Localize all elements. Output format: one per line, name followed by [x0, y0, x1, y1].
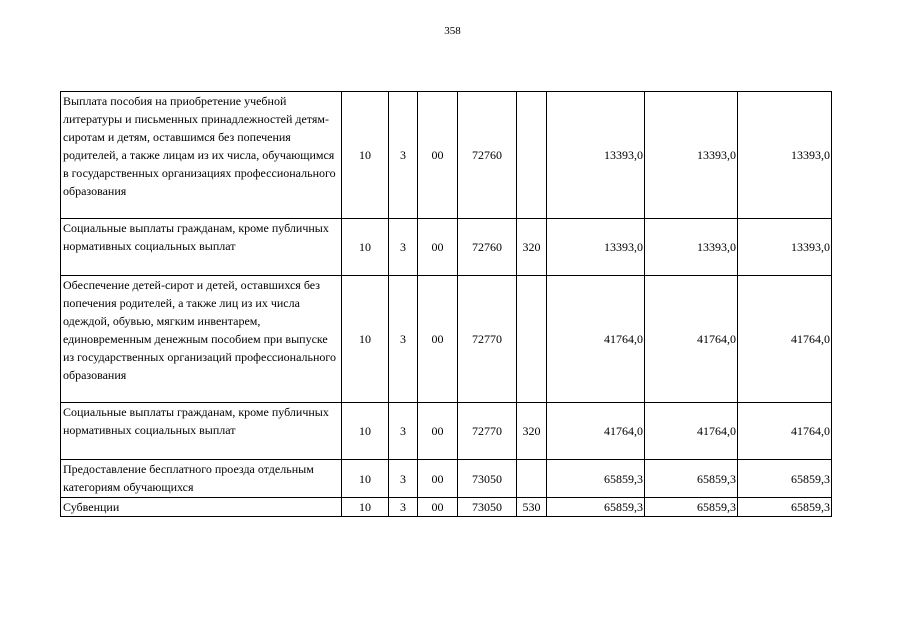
row-section: 10	[342, 460, 389, 498]
row-amount-1: 41764,0	[547, 403, 645, 460]
table-row	[61, 498, 832, 517]
row-name: Социальные выплаты гражданам, кроме публичных нормативных социальных выплат	[61, 219, 342, 276]
row-amount-3: 65859,3	[738, 498, 832, 517]
row-name: Социальные выплаты гражданам, кроме публичных нормативных социальных выплат	[61, 403, 342, 460]
row-amount-1: 13393,0	[547, 219, 645, 276]
row-name: Субвенции	[61, 498, 342, 517]
row-expense-type: 530	[517, 498, 547, 517]
row-amount-1: 13393,0	[547, 92, 645, 219]
row-article-code: 73050	[458, 460, 517, 498]
row-section: 10	[342, 498, 389, 517]
table-row	[61, 276, 832, 403]
row-article-prefix: 00	[418, 403, 458, 460]
row-expense-type	[517, 460, 547, 498]
row-article-prefix: 00	[418, 460, 458, 498]
row-expense-type	[517, 92, 547, 219]
row-subsection: 3	[389, 498, 418, 517]
row-amount-1: 65859,3	[547, 498, 645, 517]
row-article-prefix: 00	[418, 219, 458, 276]
row-amount-3: 13393,0	[738, 219, 832, 276]
row-section: 10	[342, 219, 389, 276]
row-article-code: 73050	[458, 498, 517, 517]
row-article-code: 72760	[458, 92, 517, 219]
row-subsection: 3	[389, 403, 418, 460]
row-section: 10	[342, 403, 389, 460]
row-section: 10	[342, 92, 389, 219]
row-amount-3: 65859,3	[738, 460, 832, 498]
row-article-prefix: 00	[418, 92, 458, 219]
row-section: 10	[342, 276, 389, 403]
row-amount-3: 41764,0	[738, 276, 832, 403]
row-amount-2: 13393,0	[645, 219, 738, 276]
row-article-prefix: 00	[418, 276, 458, 403]
row-subsection: 3	[389, 219, 418, 276]
row-amount-2: 65859,3	[645, 498, 738, 517]
row-amount-1: 65859,3	[547, 460, 645, 498]
row-subsection: 3	[389, 276, 418, 403]
row-amount-2: 65859,3	[645, 460, 738, 498]
row-expense-type: 320	[517, 403, 547, 460]
page-number: 358	[444, 25, 461, 37]
row-article-code: 72770	[458, 276, 517, 403]
row-expense-type: 320	[517, 219, 547, 276]
row-amount-2: 41764,0	[645, 276, 738, 403]
table-row	[61, 460, 832, 498]
row-article-prefix: 00	[418, 498, 458, 517]
row-article-code: 72760	[458, 219, 517, 276]
row-name: Обеспечение детей-сирот и детей, оставшихся без попечения родителей, а также лиц из их числа одеждой, обувью, мягким инвентарем, единовременным денежным пособием при выпуске из государственных организаций профессионального образования	[61, 276, 342, 403]
row-article-code: 72770	[458, 403, 517, 460]
row-amount-3: 41764,0	[738, 403, 832, 460]
row-amount-2: 41764,0	[645, 403, 738, 460]
row-amount-3: 13393,0	[738, 92, 832, 219]
row-expense-type	[517, 276, 547, 403]
row-subsection: 3	[389, 460, 418, 498]
row-amount-1: 41764,0	[547, 276, 645, 403]
table-row	[61, 403, 832, 460]
row-name: Выплата пособия на приобретение учебной литературы и письменных принадлежностей детям-сиротам и детям, оставшимся без попечения родителей, а также лицам из их числа, обучающимся в государственных организациях профессионального образования	[61, 92, 342, 219]
row-subsection: 3	[389, 92, 418, 219]
table-row	[61, 92, 832, 219]
budget-table	[60, 91, 832, 517]
row-amount-2: 13393,0	[645, 92, 738, 219]
table-row	[61, 219, 832, 276]
row-name: Предоставление бесплатного проезда отдельным категориям обучающихся	[61, 460, 342, 498]
